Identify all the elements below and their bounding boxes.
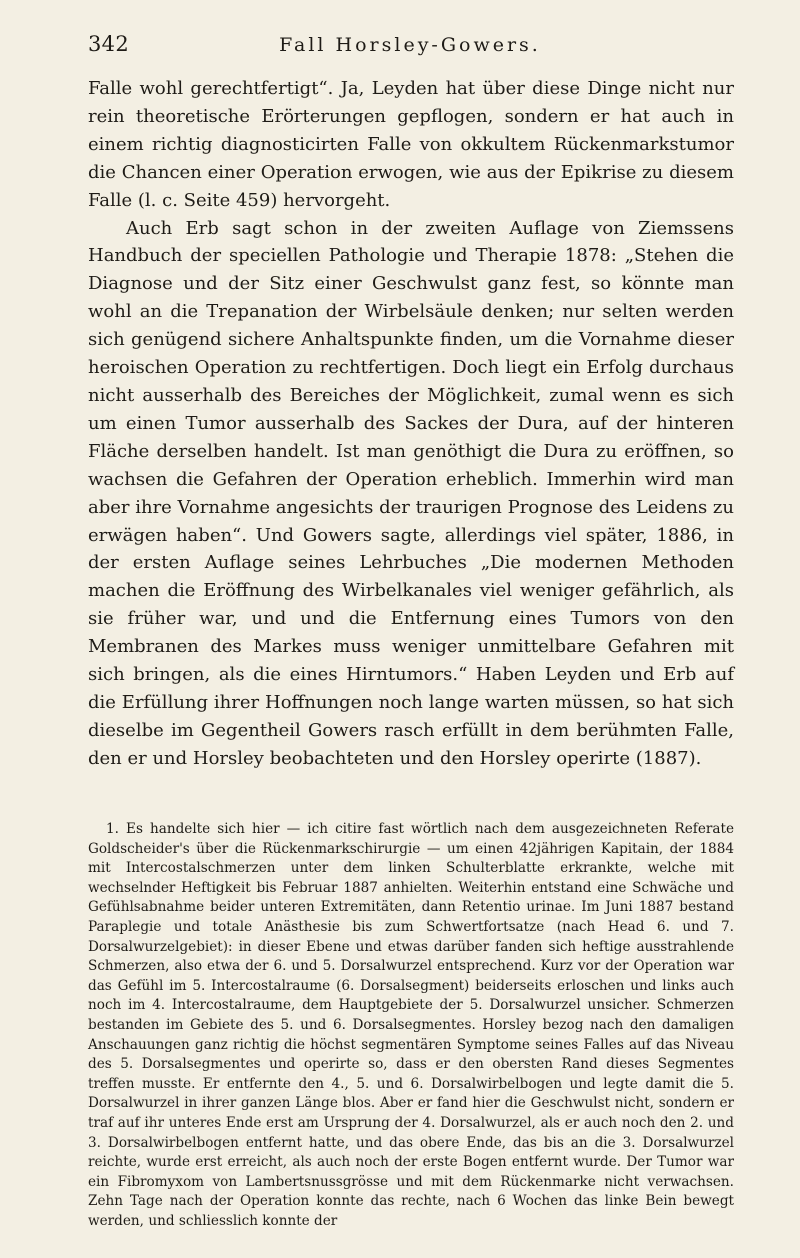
running-title: Fall Horsley-Gowers. <box>279 34 541 56</box>
page-header <box>88 28 732 64</box>
paragraph: Auch Erb sagt schon in der zweiten Auflage von Ziemssens Handbuch der speciellen Pathologie und Therapie 1878: „Stehen die Diagnose und der Sitz einer Geschwulst ganz fest, so könnte man wohl an die Trepanation der Wirbelsäule denken; nur selten werden sich genügend sichere Anhaltspunkte finden, um die Vornahme dieser heroischen Operation zu rechtfertigen. Doch liegt ein Erfolg durchaus nicht ausserhalb des Bereiches der Möglichkeit, zumal wenn es sich um einen Tumor ausserhalb des Sackes der Dura, auf der hinteren Fläche derselben handelt. Ist man genöthigt die Dura zu eröffnen, so wachsen die Gefahren der Operation erheblich. Immerhin wird man aber ihre Vornahme angesichts der traurigen Prognose des Leidens zu erwägen haben“. Und Gowers sagte, allerdings viel später, 1886, in der ersten Auflage seines Lehrbuches „Die modernen Methoden machen die Eröffnung des Wirbelkanales viel weniger gefährlich, als sie früher war, und und die Entfernung eines Tumors von den Membranen des Markes muss weniger unmittelbare Gefahren mit sich bringen, als die eines Hirntumors.“ Haben Leyden und Erb auf die Erfüllung ihrer Hoffnungen noch lange warten müssen, so hat sich dieselbe im Gegentheil Gowers rasch erfüllt in dem berühmten Falle, den er und Horsley beobachteten und den Horsley operirte (1887). <box>88 217 734 769</box>
page-number: 342 <box>88 32 129 56</box>
footnote <box>88 820 734 1231</box>
main-text <box>88 75 734 773</box>
paragraph: Falle wohl gerechtfertigt“. Ja, Leyden hat über diese Dinge nicht nur rein theoretische Erörterungen gepflogen, sondern er hat auch in einem richtig diagnosticirten Falle von okkultem Rückenmarkstumor die Chancen einer Operation erwogen, wie aus der Epikrise zu diesem Falle (l. c. Seite 459) hervorgeht. <box>88 78 734 211</box>
footnote-text: 1. Es handelte sich hier — ich citire fast wörtlich nach dem ausgezeichneten Referate Goldscheider's über die Rückenmarkschirurgie — um einen 42jährigen Kapitain, der 1884 mit Intercostalschmerzen unter dem linken Schulterblatte erkrankte, welche mit wechselnder Heftigkeit bis Februar 1887 anhielten. Weiterhin entstand eine Schwäche und Gefühlsabnahme beider unteren Extremitäten, dann Retentio urinae. Im Juni 1887 bestand Paraplegie und totale Anästhesie bis zum Schwertfortsatze (nach Head 6. und 7. Dorsalwurzelgebiet): in dieser Ebene und etwas darüber fanden sich heftige ausstrahlende Schmerzen, also etwa der 6. und 5. Dorsalwurzel entsprechend. Kurz vor der Operation war das Gefühl im 5. Intercostalraume (6. Dorsalsegment) beiderseits erloschen und links auch noch im 4. Intercostalraume, dem Hauptgebiete der 5. Dorsalwurzel unsicher. Schmerzen bestanden im Gebiete des 5. und 6. Dorsalsegmentes. Horsley bezog nach den damaligen Anschauungen ganz richtig die höchst segmentären Symptome seines Falles auf das Niveau des 5. Dorsalsegmentes und operirte so, dass er den obersten Rand dieses Segmentes treffen musste. Er entfernte den 4., 5. und 6. Dorsalwirbelbogen und legte damit die 5. Dorsalwurzel in ihrer ganzen Länge blos. Aber er fand hier die Geschwulst nicht, sondern er traf auf ihr unteres Ende erst am Ursprung der 4. Dorsalwurzel, als er auch noch den 2. und 3. Dorsalwirbelbogen entfernt hatte, und das obere Ende, das bis an die 3. Dorsalwurzel reichte, wurde erst erreicht, als auch noch der erste Bogen entfernt wurde. Der Tumor war ein Fibromyxom von Lambertsnussgrösse und mit dem Rückenmarke nicht verwachsen. Zehn Tage nach der Operation konnte das rechte, nach 6 Wochen das linke Bein bewegt werden, und schliesslich konnte der <box>88 821 734 1229</box>
